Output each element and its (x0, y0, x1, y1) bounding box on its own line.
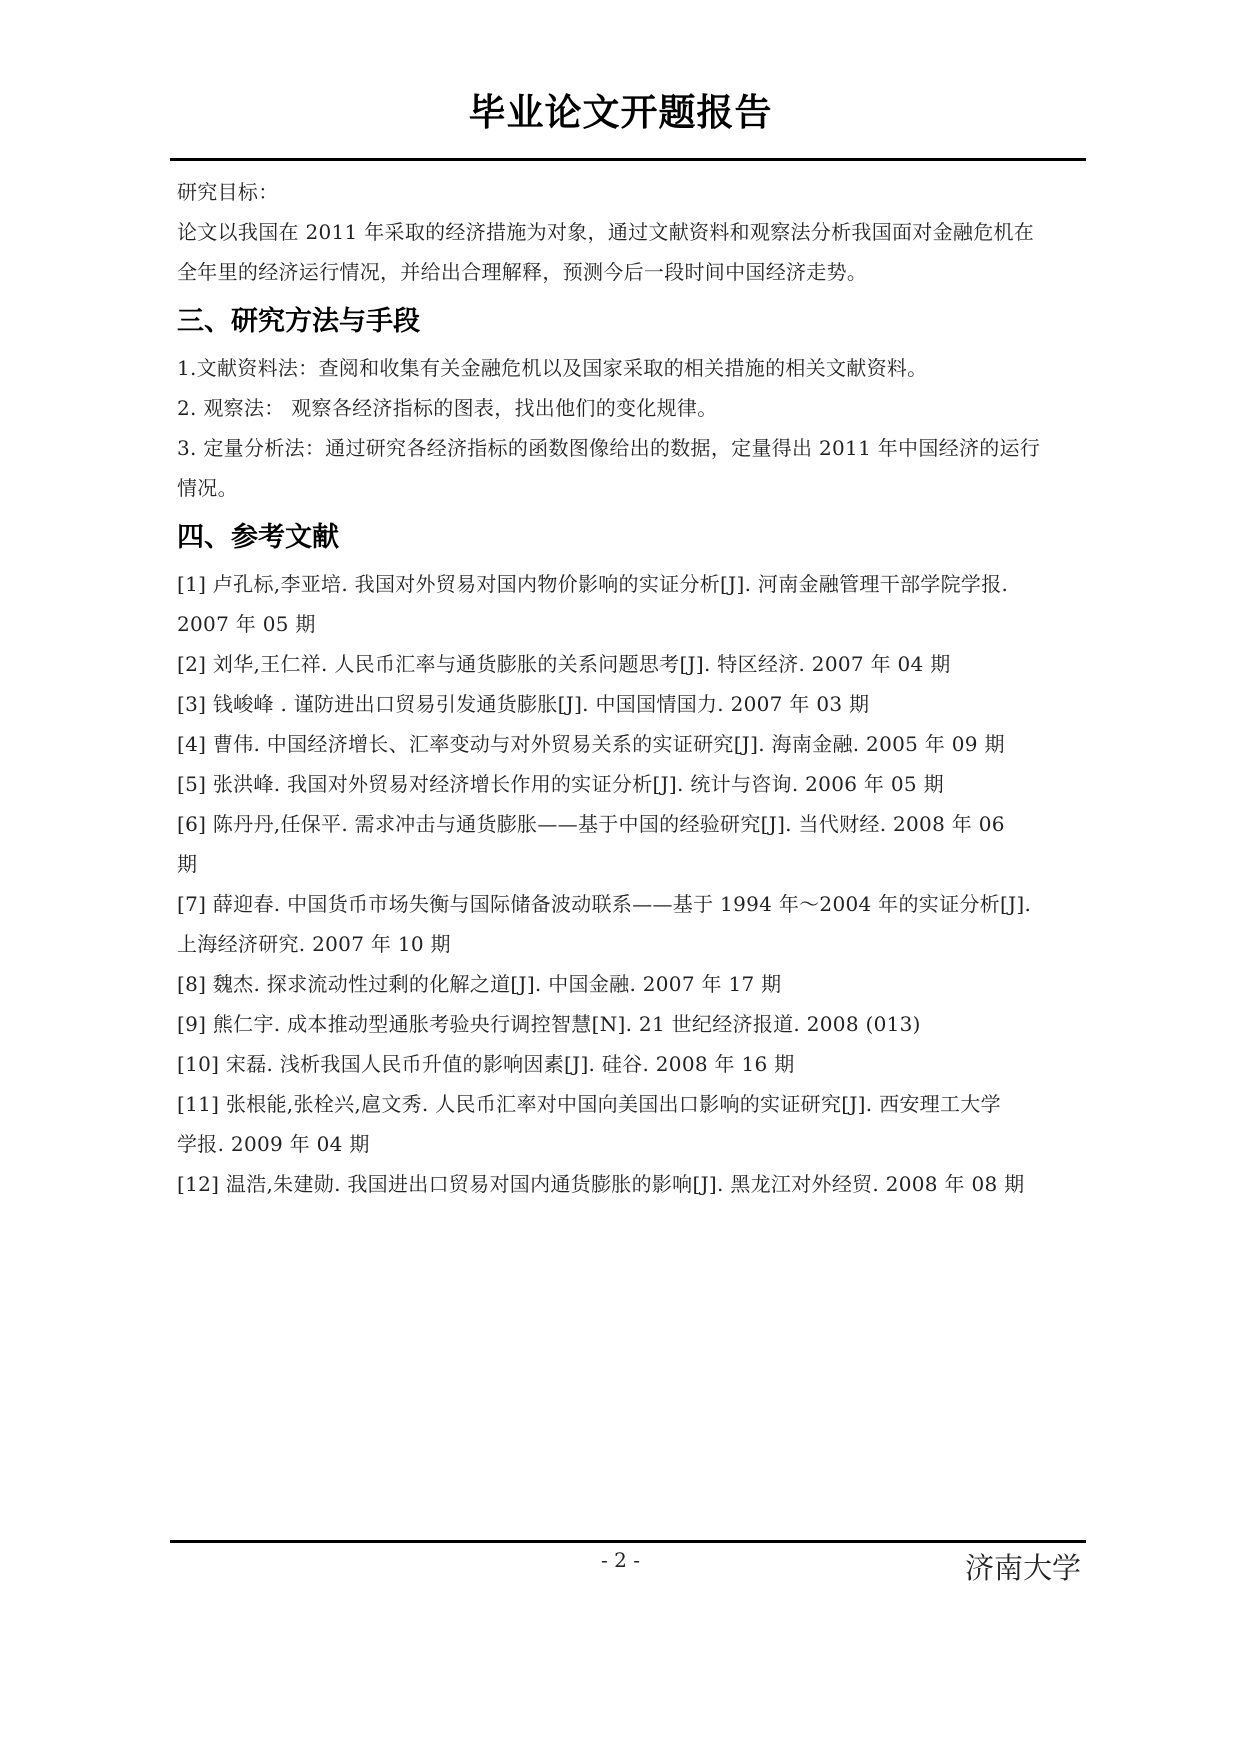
reference-line: [12] 温浩,朱建勋. 我国进出口贸易对国内通货膨胀的影响[J]. 黑龙江对外经贸. 2008 年 08 期 (177, 1172, 1025, 1196)
objectives-label: 研究目标： (177, 180, 279, 204)
reference-line: [6] 陈丹丹,任保平. 需求冲击与通货膨胀——基于中国的经验研究[J]. 当代财经. 2008 年 06 (177, 812, 1005, 836)
objectives-line: 论文以我国在 2011 年采取的经济措施为对象，通过文献资料和观察法分析我国面对金融危机在 (177, 220, 1035, 244)
reference-line: [8] 魏杰. 探求流动性过剩的化解之道[J]. 中国金融. 2007 年 17 期 (177, 972, 782, 996)
reference-line: [4] 曹伟. 中国经济增长、汇率变动与对外贸易关系的实证研究[J]. 海南金融. 2005 年 09 期 (177, 732, 1005, 756)
objectives-line: 全年里的经济运行情况，并给出合理解释，预测今后一段时间中国经济走势。 (177, 260, 868, 284)
document-body (177, 172, 1082, 1204)
footer-rule (170, 1540, 1086, 1543)
reference-line: 2007 年 05 期 (177, 612, 316, 636)
footer-university: 济南大学 (964, 1551, 1081, 1585)
methods-line: 2. 观察法： 观察各经济指标的图表，找出他们的变化规律。 (177, 396, 718, 420)
page-number: - 2 - (601, 1548, 640, 1572)
header-rule (170, 158, 1086, 161)
reference-line: [9] 熊仁宇. 成本推动型通胀考验央行调控智慧[N]. 21 世纪经济报道. 2008 (013) (177, 1012, 921, 1036)
reference-line: [7] 薛迎春. 中国货币市场失衡与国际储备波动联系——基于 1994 年～2004 年的实证分析[J]. (177, 892, 1032, 916)
reference-line: 学报. 2009 年 04 期 (177, 1132, 370, 1156)
reference-line: [1] 卢孔标,李亚培. 我国对外贸易对国内物价影响的实证分析[J]. 河南金融管理干部学院学报. (177, 572, 1009, 596)
methods-line: 情况。 (177, 476, 238, 500)
methods-heading: 三、研究方法与手段 (177, 306, 420, 337)
reference-line: [5] 张洪峰. 我国对外贸易对经济增长作用的实证分析[J]. 统计与咨询. 2006 年 05 期 (177, 772, 944, 796)
reference-line: [2] 刘华,王仁祥. 人民币汇率与通货膨胀的关系问题思考[J]. 特区经济. 2007 年 04 期 (177, 652, 951, 676)
methods-line: 3. 定量分析法：通过研究各经济指标的函数图像给出的数据，定量得出 2011 年中国经济的运行 (177, 436, 1041, 460)
reference-line: [10] 宋磊. 浅析我国人民币升值的影响因素[J]. 硅谷. 2008 年 16 期 (177, 1052, 795, 1076)
reference-line: [11] 张根能,张栓兴,扈文秀. 人民币汇率对中国向美国出口影响的实证研究[J]. 西安理工大学 (177, 1092, 1001, 1116)
methods-line: 1.文献资料法：查阅和收集有关金融危机以及国家采取的相关措施的相关文献资料。 (177, 356, 928, 380)
reference-line: 期 (177, 852, 198, 876)
page-title: 毕业论文开题报告 (468, 91, 773, 134)
reference-line: 上海经济研究. 2007 年 10 期 (177, 932, 451, 956)
references-heading: 四、参考文献 (177, 522, 339, 553)
reference-line: [3] 钱峻峰 . 谨防进出口贸易引发通货膨胀[J]. 中国国情国力. 2007 年 03 期 (177, 692, 870, 716)
